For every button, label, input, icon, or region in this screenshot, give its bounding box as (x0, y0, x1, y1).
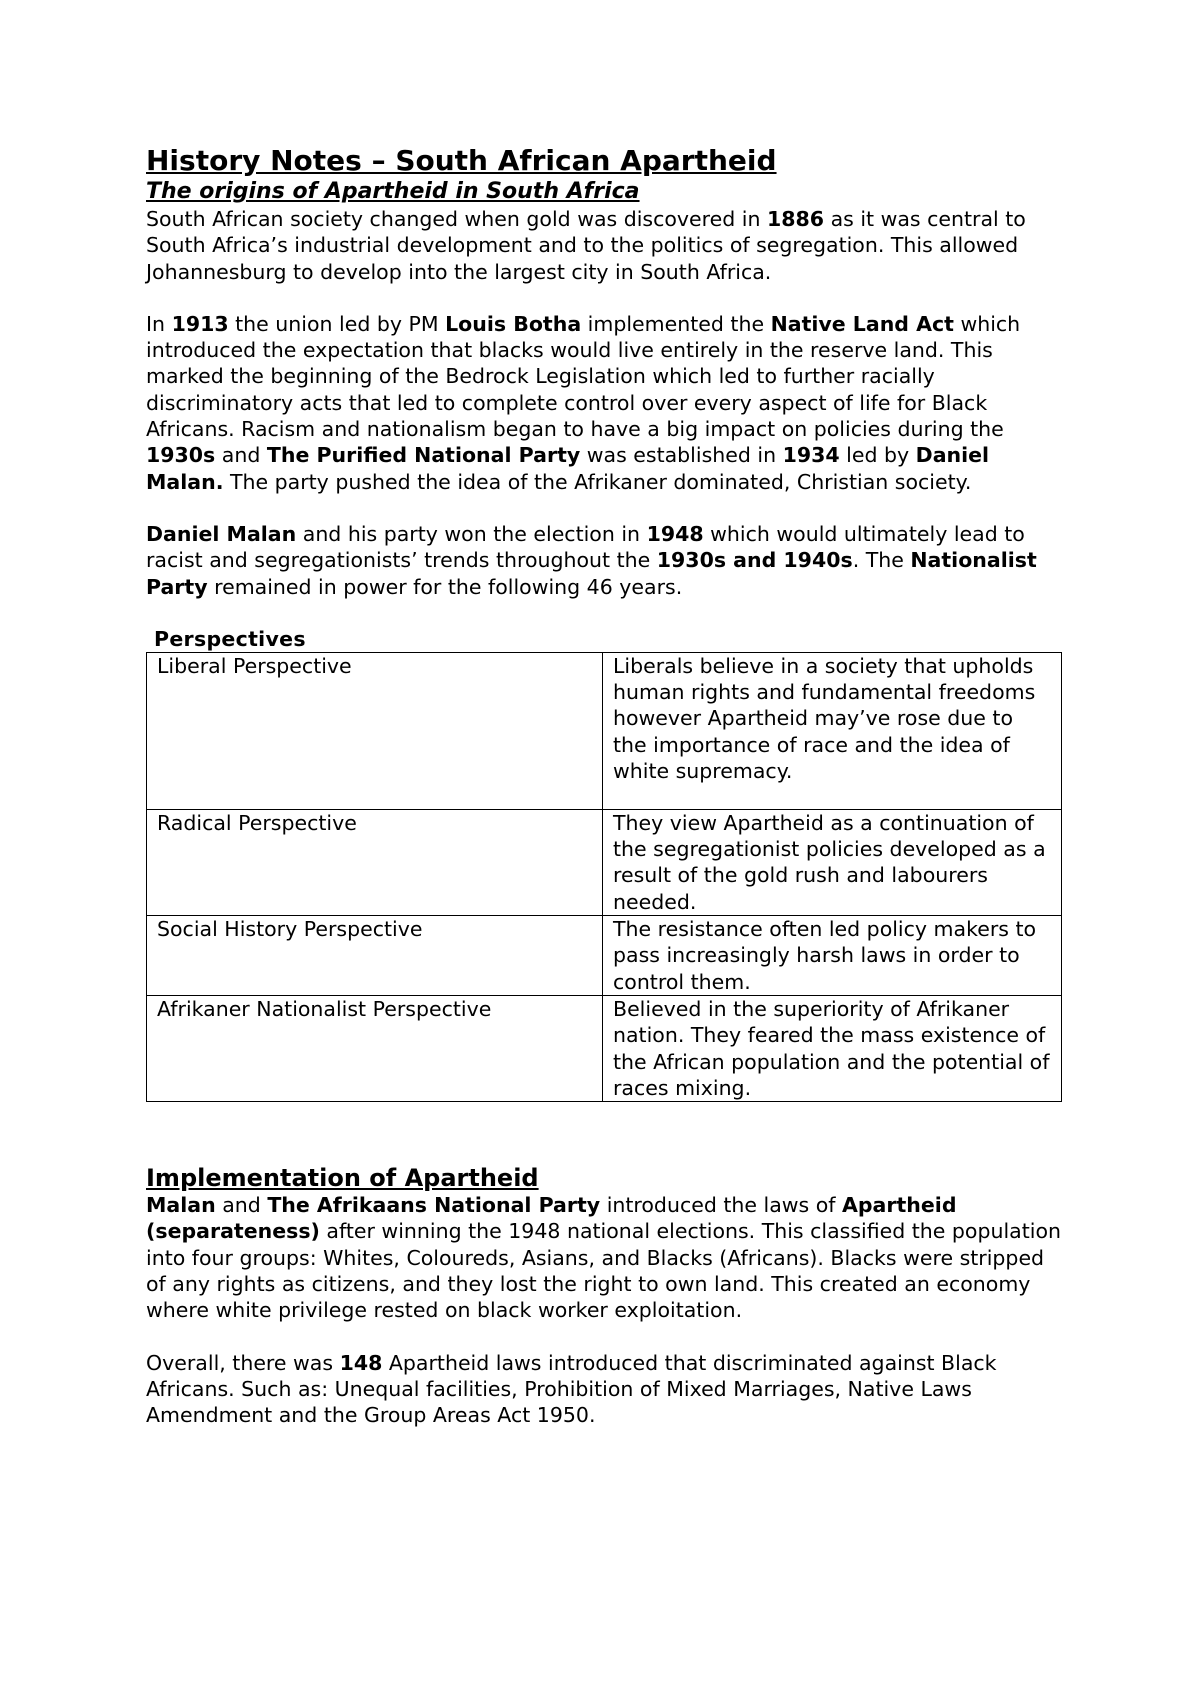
perspective-name: Social History Perspective (147, 916, 603, 996)
bold-text-run: 1913 (171, 311, 229, 336)
text-run: remained in power for the following 46 years. (207, 574, 683, 599)
text-run: was established in (580, 443, 783, 468)
bold-text-run: Daniel Malan (146, 521, 297, 546)
text-run: which introduced the expectation that blacks would live entirely in the reserve land. This marked the beginning of the Bedrock Legislation which led to further racially discriminatory acts that led to complete control over every aspect of life for Black Africans. Racism and nationalism began to have a big impact on policies during the (146, 311, 1021, 442)
table-row (147, 916, 1062, 996)
text-run: The party pushed the idea of the Afrikaner dominated, Christian society. (223, 469, 972, 494)
implementation-heading: Implementation of Apartheid (146, 1164, 539, 1193)
document-body (146, 144, 1066, 1429)
text-run: . The (852, 548, 911, 573)
implementation-paragraph-1 (146, 1192, 1066, 1323)
bold-text-run: Apartheid (separateness) (146, 1193, 957, 1244)
text-run: implemented the (581, 311, 771, 336)
bold-text-run: Native Land Act (770, 311, 954, 336)
bold-text-run: 148 (339, 1350, 383, 1375)
text-run: South African society changed when gold was discovered in (146, 207, 767, 231)
text-run: and (215, 443, 267, 468)
text-run: the union led by PM (228, 311, 446, 336)
table-row (147, 652, 1062, 809)
table-row (147, 809, 1062, 915)
perspective-description: The resistance often led policy makers to pass increasingly harsh laws in order to control them. (603, 916, 1062, 996)
perspective-name: Afrikaner Nationalist Perspective (147, 995, 603, 1101)
text-run: as it was central to South Africa’s industrial development and to the politics of segregation. This allowed Johannesburg to develop into the largest city in South Africa. (146, 207, 1026, 284)
table-row (147, 995, 1062, 1101)
text-run: and (215, 1193, 268, 1218)
paragraph-gap (146, 1324, 1066, 1350)
text-run: In (146, 311, 172, 336)
perspective-description: Liberals believe in a society that upholds human rights and fundamental freedoms however Apartheid may’ve rose due to the importance of race and the idea of white supremacy. (603, 652, 1062, 809)
bold-text-run: Nationalist Party (146, 548, 1037, 599)
bold-text-run: 1930s (146, 443, 216, 468)
bold-text-run: The Afrikaans National Party (267, 1193, 601, 1218)
perspective-description: Believed in the superiority of Afrikaner nation. They feared the mass existence of the African population and the potential of races mixing. (603, 995, 1062, 1101)
bold-text-run: 1934 (782, 443, 840, 468)
bold-text-run: Louis Botha (445, 311, 582, 336)
text-run: which would ultimately lead to racist and segregationists’ trends throughout the (146, 521, 1025, 573)
paragraph-gap (146, 495, 1066, 521)
text-run: led by (839, 443, 916, 468)
bold-text-run: 1886 (767, 207, 825, 231)
origins-heading: The origins of Apartheid in South Africa (146, 179, 640, 204)
origins-paragraph-2 (146, 311, 1066, 495)
text-run: Apartheid laws introduced that discriminated against Black Africans. Such as: Unequal facilities, Prohibition of Mixed Marriages, Native Laws Amendment and the Group Areas Act 1950. (146, 1350, 997, 1428)
perspectives-label: Perspectives (154, 626, 306, 651)
bold-text-run: 1948 (646, 521, 704, 546)
bold-text-run: Daniel Malan. (146, 443, 990, 494)
text-run: introduced the laws of (600, 1193, 843, 1218)
paragraph-gap (146, 600, 1066, 626)
perspective-description: They view Apartheid as a continuation of the segregationist policies developed as a result of the gold rush and labourers needed. (603, 809, 1062, 915)
implementation-paragraph-2 (146, 1350, 1066, 1429)
perspective-name: Liberal Perspective (147, 652, 603, 809)
bold-text-run: The Purified National Party (266, 443, 581, 468)
paragraph-gap (146, 285, 1066, 311)
text-run: Overall, there was (146, 1350, 340, 1375)
section-gap (146, 1102, 1066, 1164)
origins-paragraph-3 (146, 521, 1066, 600)
text-run: after winning the 1948 national elections. This classified the population into four groups: Whites, Coloureds, Asians, and Blacks (Africans). Blacks were stripped of any rights as citizens, and they lost the right to own land. This created an economy where white privilege rested on black worker exploitation. (146, 1219, 1062, 1323)
perspectives-table (146, 652, 1062, 1102)
text-run: and his party won the election in (296, 521, 647, 546)
page-title: History Notes – South African Apartheid (146, 144, 777, 177)
origins-paragraph-1 (146, 206, 1066, 285)
bold-text-run: Malan (146, 1193, 216, 1218)
bold-text-run: 1930s and 1940s (656, 548, 853, 573)
perspective-name: Radical Perspective (147, 809, 603, 915)
